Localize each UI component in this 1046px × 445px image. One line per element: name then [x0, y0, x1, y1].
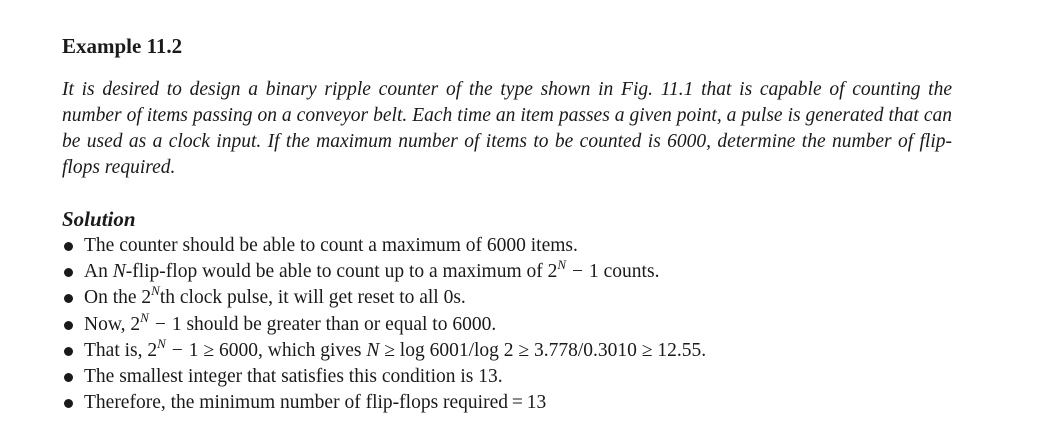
- bullet-text-post: ≥ log 6001/log 2 ≥ 3.778/0.3010 ≥ 12.55.: [379, 339, 707, 361]
- bullet-dot-icon: [64, 242, 73, 251]
- bullet-text-post: 1 should be greater than or equal to 6000.: [171, 313, 497, 335]
- bullet-dot-icon: [64, 268, 73, 277]
- bullet-text-post: th clock pulse, it will get reset to all 0s.: [159, 287, 466, 309]
- solution-bullet-2: [62, 259, 706, 285]
- example-title: Example 11.2: [62, 34, 183, 58]
- solution-bullet-5: [62, 335, 707, 364]
- bullet-dot-icon: [64, 294, 73, 303]
- problem-statement: It is desired to design a binary ripple counter of the type shown in Fig. 11.1 that is capable of counting the number of items passing on a conveyor belt. Each time an item passes a given point, a pulse is generated that can be used as a clock input. If the maximum number of items to be counted is 6000, determine the number of flip-flops required.: [62, 79, 952, 178]
- bullet-text-pre: An: [84, 261, 113, 283]
- variable-n: N: [366, 339, 380, 361]
- bullet-dot-icon: [64, 321, 73, 330]
- solution-title: Solution: [62, 207, 136, 231]
- minus-operator: −: [154, 313, 166, 335]
- exponent-n: N: [157, 335, 166, 351]
- bullet-text-pre: On the 2: [84, 287, 152, 309]
- solution-bullet-list: [62, 233, 706, 416]
- bullet-text-pre: That is, 2: [84, 339, 158, 361]
- solution-bullet-4: [62, 309, 706, 338]
- bullet-text-mid: -flip-flop would be able to count up to a maximum of 2: [125, 261, 558, 283]
- exponent-n: N: [140, 309, 149, 325]
- solution-bullet-1: [62, 233, 706, 259]
- solution-bullet-3: [62, 285, 706, 311]
- solution-bullet-6: [62, 364, 706, 390]
- bullet-dot-icon: [64, 347, 73, 356]
- bullet-text: The smallest integer that satisfies this condition is 13.: [84, 366, 503, 388]
- bullet-text: The counter should be able to count a maximum of 6000 items.: [84, 235, 578, 256]
- bullet-text: Therefore, the minimum number of flip-flops required = 13: [84, 392, 547, 414]
- minus-operator: −: [572, 261, 584, 283]
- minus-operator: −: [171, 339, 183, 361]
- bullet-text-pre: Now, 2: [84, 313, 141, 335]
- variable-n: N: [112, 261, 126, 283]
- solution-bullet-7: [62, 390, 706, 416]
- bullet-dot-icon: [64, 373, 73, 382]
- exponent-n: N: [557, 257, 567, 273]
- bullet-text-post: 1 counts.: [589, 261, 660, 283]
- exponent-n: N: [151, 283, 160, 299]
- bullet-dot-icon: [64, 399, 73, 408]
- bullet-text-mid: 1 ≥ 6000, which gives: [188, 339, 367, 361]
